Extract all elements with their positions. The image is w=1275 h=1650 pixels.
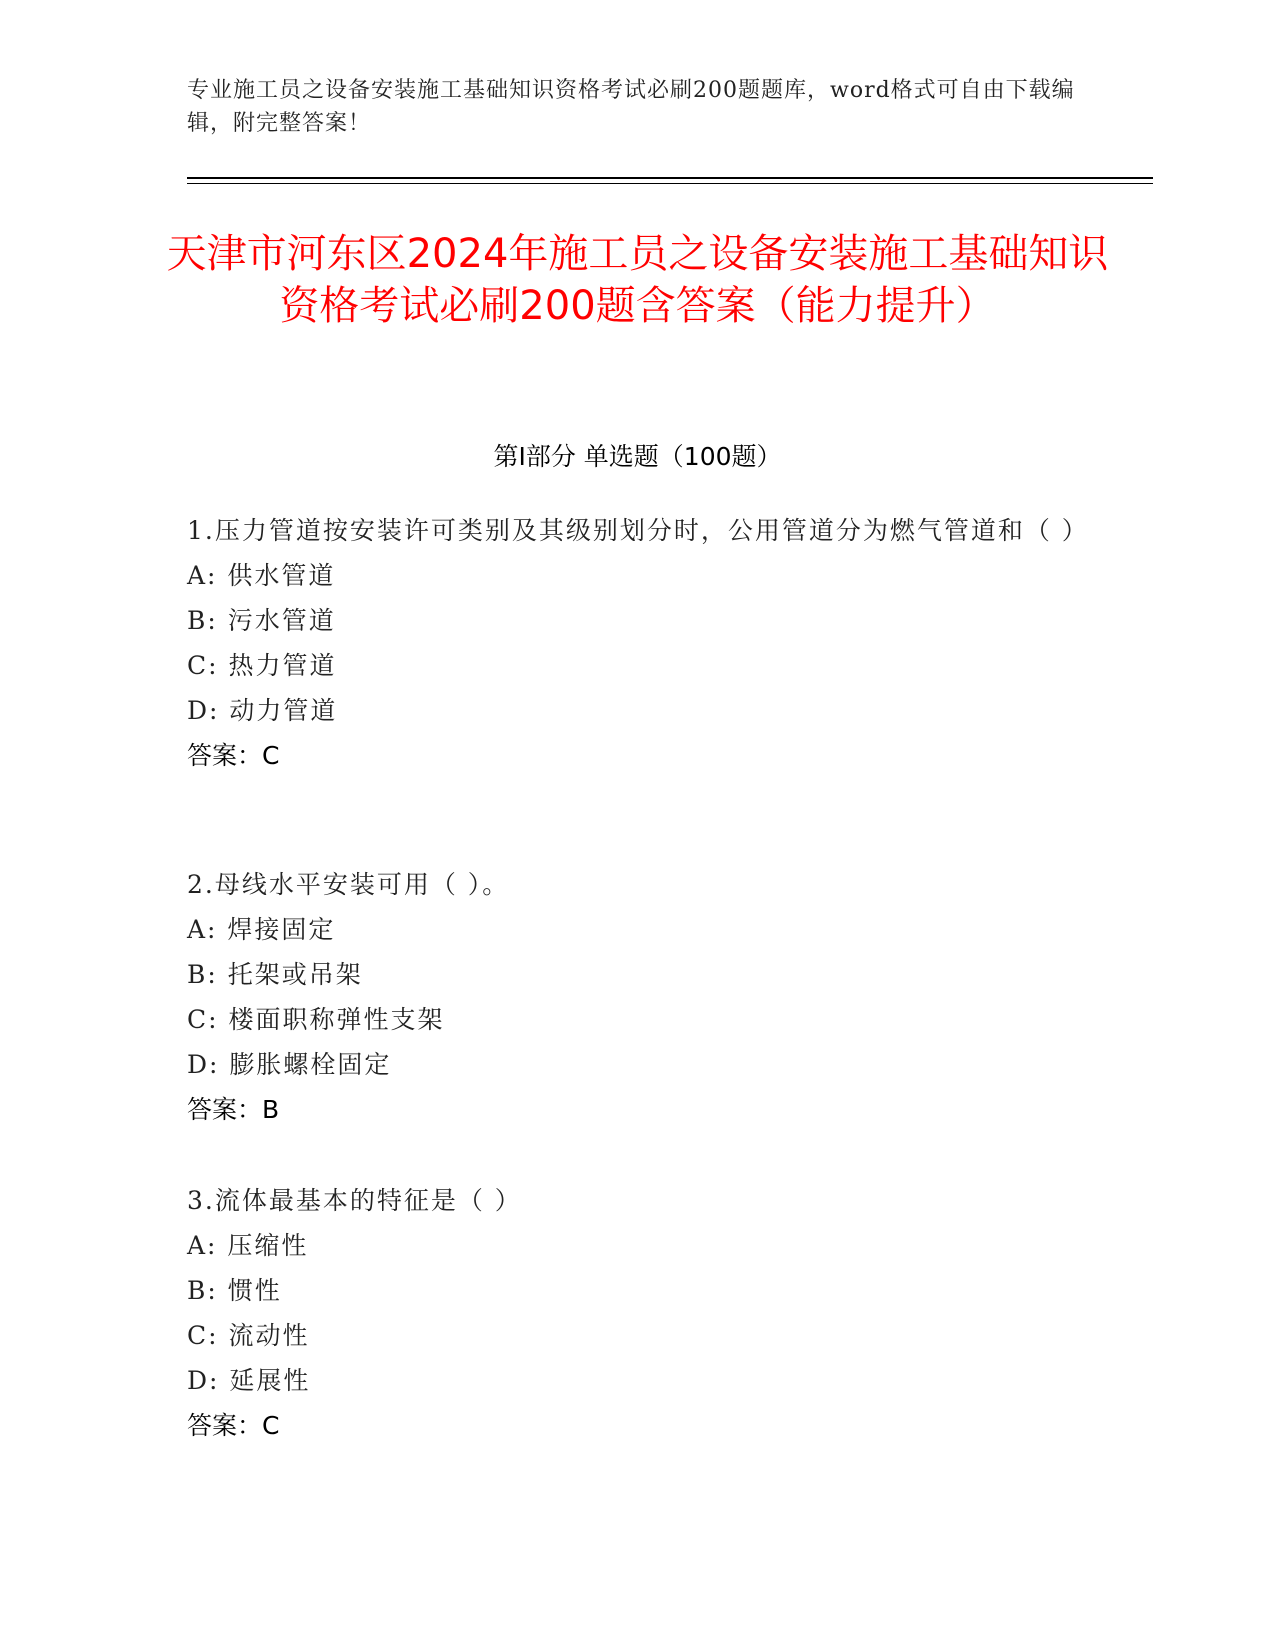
option-a: A: 焊接固定 — [187, 915, 336, 944]
option-c: C: 热力管道 — [187, 651, 337, 680]
section-title: 第Ⅰ部分 单选题（100题） — [493, 442, 782, 471]
option-d: D: 动力管道 — [187, 696, 338, 725]
answer-line: 答案：C — [187, 1411, 280, 1440]
option-d: D: 延展性 — [187, 1366, 311, 1395]
option-b: B: 污水管道 — [187, 606, 336, 635]
question-stem: 1.压力管道按安装许可类别及其级别划分时，公用管道分为燃气管道和（ ） — [187, 516, 1089, 545]
question-2 — [187, 862, 1087, 1132]
header-divider-thin — [187, 183, 1153, 184]
question-stem: 2.母线水平安装可用（ ）。 — [187, 870, 510, 899]
answer-line: 答案：B — [187, 1095, 280, 1124]
option-b: B: 惯性 — [187, 1276, 282, 1305]
option-c: C: 流动性 — [187, 1321, 310, 1350]
document-title: 天津市河东区2024年施工员之设备安装施工基础知识资格考试必刷200题含答案（能力提升） — [166, 231, 1109, 329]
option-d: D: 膨胀螺栓固定 — [187, 1050, 392, 1079]
option-b: B: 托架或吊架 — [187, 960, 363, 989]
header-divider-thick — [187, 177, 1153, 179]
header-note: 专业施工员之设备安装施工基础知识资格考试必刷200题题库，word格式可自由下载编辑，附完整答案！ — [187, 78, 1075, 136]
question-1 — [187, 508, 1087, 778]
question-stem: 3.流体最基本的特征是（ ） — [187, 1186, 522, 1215]
option-a: A: 供水管道 — [187, 561, 336, 590]
answer-line: 答案：C — [187, 741, 280, 770]
question-3 — [187, 1178, 1087, 1448]
option-a: A: 压缩性 — [187, 1231, 309, 1260]
option-c: C: 楼面职称弹性支架 — [187, 1005, 445, 1034]
